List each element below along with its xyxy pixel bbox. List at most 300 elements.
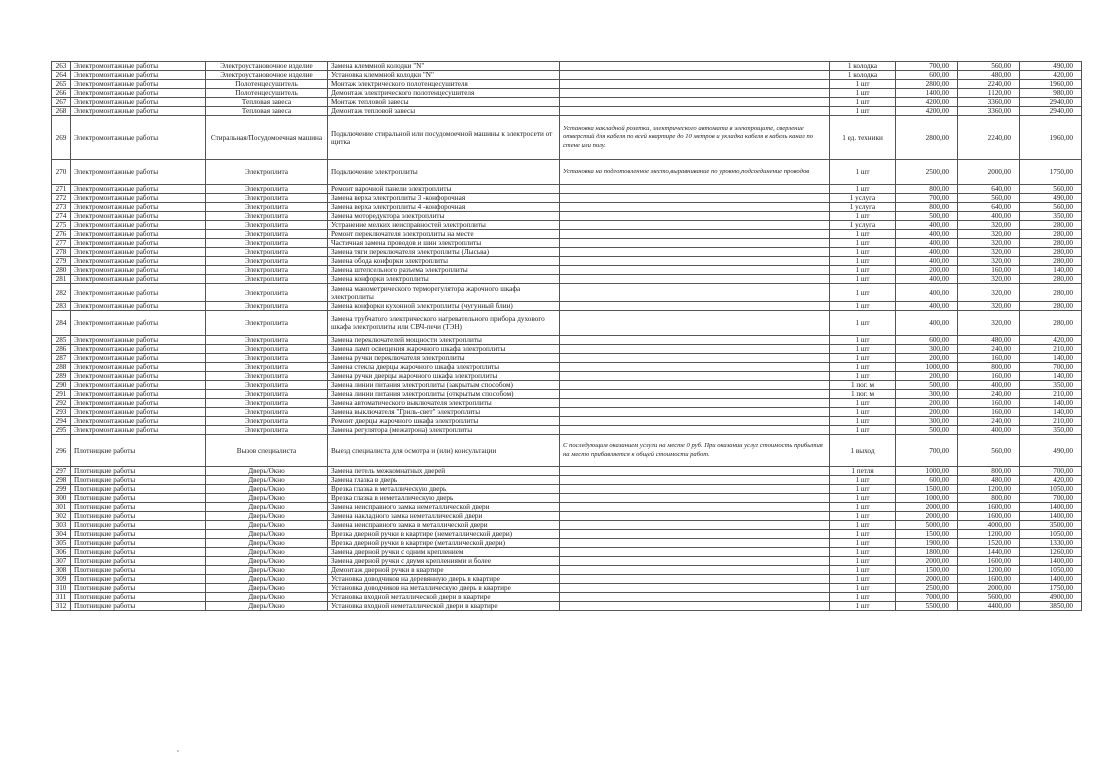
subcategory-cell: Электроплита <box>206 275 328 284</box>
row-number: 290 <box>52 381 71 390</box>
table-body <box>52 62 1082 611</box>
price-base-cell: 1500,00 <box>896 530 958 539</box>
price-discount-cell: 1200,00 <box>958 566 1020 575</box>
price-special-cell: 210,00 <box>1020 417 1082 426</box>
subcategory-cell: Дверь/Окно <box>206 494 328 503</box>
subcategory-cell: Электроплита <box>206 417 328 426</box>
category-cell: Электромонтажные работы <box>71 399 206 408</box>
service-name-cell: Монтаж тепловой завесы <box>328 98 560 107</box>
price-special-cell: 1050,00 <box>1020 485 1082 494</box>
price-special-cell: 700,00 <box>1020 363 1082 372</box>
note-cell <box>560 417 830 426</box>
subcategory-cell: Электроплита <box>206 408 328 417</box>
subcategory-cell: Электроплита <box>206 345 328 354</box>
row-number: 273 <box>52 203 71 212</box>
row-number: 272 <box>52 194 71 203</box>
category-cell: Плотницкие работы <box>71 575 206 584</box>
table-row <box>52 354 1082 363</box>
note-cell <box>560 467 830 476</box>
note-cell <box>560 89 830 98</box>
service-name-cell: Ремонт дверцы жарочного шкафа электроплиты <box>328 417 560 426</box>
category-cell: Плотницкие работы <box>71 593 206 602</box>
category-cell: Электромонтажные работы <box>71 71 206 80</box>
service-name-cell: Ремонт переключателя электроплиты на месте <box>328 230 560 239</box>
category-cell: Электромонтажные работы <box>71 89 206 98</box>
price-special-cell: 2940,00 <box>1020 107 1082 116</box>
price-special-cell: 3850,00 <box>1020 602 1082 611</box>
unit-cell: 1 шт <box>830 336 896 345</box>
service-name-cell: Демонтаж тепловой завесы <box>328 107 560 116</box>
table-row <box>52 212 1082 221</box>
price-special-cell: 280,00 <box>1020 275 1082 284</box>
unit-cell: 1 шт <box>830 557 896 566</box>
category-cell: Электромонтажные работы <box>71 116 206 160</box>
price-base-cell: 2500,00 <box>896 584 958 593</box>
table-row <box>52 311 1082 336</box>
service-name-cell: Замена ламп освещения жарочного шкафа электроплиты <box>328 345 560 354</box>
price-base-cell: 2000,00 <box>896 512 958 521</box>
subcategory-cell: Электроплита <box>206 212 328 221</box>
category-cell: Электромонтажные работы <box>71 284 206 302</box>
price-special-cell: 1750,00 <box>1020 160 1082 185</box>
unit-cell: 1 услуга <box>830 194 896 203</box>
price-special-cell: 560,00 <box>1020 185 1082 194</box>
price-base-cell: 400,00 <box>896 284 958 302</box>
note-cell <box>560 203 830 212</box>
price-special-cell: 280,00 <box>1020 284 1082 302</box>
table-row <box>52 107 1082 116</box>
price-base-cell: 300,00 <box>896 345 958 354</box>
category-cell: Плотницкие работы <box>71 557 206 566</box>
subcategory-cell: Электроплита <box>206 230 328 239</box>
price-special-cell: 280,00 <box>1020 221 1082 230</box>
price-special-cell: 1400,00 <box>1020 557 1082 566</box>
service-name-cell: Замена дверной ручки с одним креплением <box>328 548 560 557</box>
category-cell: Плотницкие работы <box>71 467 206 476</box>
price-discount-cell: 160,00 <box>958 399 1020 408</box>
category-cell: Электромонтажные работы <box>71 266 206 275</box>
row-number: 271 <box>52 185 71 194</box>
row-number: 295 <box>52 426 71 435</box>
price-special-cell: 140,00 <box>1020 399 1082 408</box>
price-special-cell: 350,00 <box>1020 212 1082 221</box>
price-special-cell: 1400,00 <box>1020 512 1082 521</box>
service-name-cell: Замена накладного замка неметаллической двери <box>328 512 560 521</box>
row-number: 299 <box>52 485 71 494</box>
table-row <box>52 363 1082 372</box>
table-row <box>52 575 1082 584</box>
unit-cell: 1 шт <box>830 494 896 503</box>
price-special-cell: 2940,00 <box>1020 98 1082 107</box>
category-cell: Электромонтажные работы <box>71 185 206 194</box>
price-discount-cell: 560,00 <box>958 194 1020 203</box>
price-discount-cell: 240,00 <box>958 390 1020 399</box>
subcategory-cell: Тепловая завеса <box>206 107 328 116</box>
note-cell <box>560 98 830 107</box>
price-discount-cell: 1600,00 <box>958 557 1020 566</box>
price-base-cell: 1400,00 <box>896 89 958 98</box>
service-name-cell: Устранение мелких неисправностей электроплиты <box>328 221 560 230</box>
note-cell <box>560 584 830 593</box>
row-number: 292 <box>52 399 71 408</box>
price-base-cell: 500,00 <box>896 426 958 435</box>
service-name-cell: Подключение электроплиты <box>328 160 560 185</box>
note-cell: С последующим оказанием услуги на месте 0 руб. При оказании услуг стоимость прибытия на место прибавляется к общей стоимости работ. <box>560 435 830 467</box>
service-name-cell: Замена манометрического терморегулятора жарочного шкафа электроплиты <box>328 284 560 302</box>
note-cell <box>560 71 830 80</box>
category-cell: Плотницкие работы <box>71 435 206 467</box>
row-number: 279 <box>52 257 71 266</box>
price-discount-cell: 560,00 <box>958 435 1020 467</box>
price-base-cell: 700,00 <box>896 62 958 71</box>
table-row <box>52 89 1082 98</box>
price-discount-cell: 1600,00 <box>958 512 1020 521</box>
row-number: 309 <box>52 575 71 584</box>
price-special-cell: 280,00 <box>1020 248 1082 257</box>
subcategory-cell: Электроплита <box>206 284 328 302</box>
unit-cell: 1 шт <box>830 575 896 584</box>
service-name-cell: Замена дверной ручки с двумя креплениями и более <box>328 557 560 566</box>
subcategory-cell: Дверь/Окно <box>206 593 328 602</box>
unit-cell: 1 шт <box>830 257 896 266</box>
price-special-cell: 980,00 <box>1020 89 1082 98</box>
price-base-cell: 700,00 <box>896 194 958 203</box>
price-discount-cell: 1200,00 <box>958 485 1020 494</box>
price-base-cell: 1800,00 <box>896 548 958 557</box>
unit-cell: 1 шт <box>830 239 896 248</box>
service-name-cell: Замена выключателя "Гриль-свет" электроплиты <box>328 408 560 417</box>
price-base-cell: 200,00 <box>896 399 958 408</box>
row-number: 264 <box>52 71 71 80</box>
price-discount-cell: 560,00 <box>958 62 1020 71</box>
price-discount-cell: 320,00 <box>958 230 1020 239</box>
unit-cell: 1 шт <box>830 548 896 557</box>
note-cell <box>560 390 830 399</box>
note-cell <box>560 566 830 575</box>
table-row <box>52 548 1082 557</box>
price-discount-cell: 3360,00 <box>958 107 1020 116</box>
unit-cell: 1 шт <box>830 212 896 221</box>
price-special-cell: 140,00 <box>1020 372 1082 381</box>
price-list-table <box>51 61 1082 611</box>
category-cell: Электромонтажные работы <box>71 354 206 363</box>
unit-cell: 1 шт <box>830 584 896 593</box>
subcategory-cell: Электроплита <box>206 185 328 194</box>
category-cell: Электромонтажные работы <box>71 381 206 390</box>
price-base-cell: 800,00 <box>896 185 958 194</box>
unit-cell: 1 шт <box>830 284 896 302</box>
unit-cell: 1 шт <box>830 602 896 611</box>
row-number: 270 <box>52 160 71 185</box>
service-name-cell: Установка входной неметаллической двери в квартире <box>328 602 560 611</box>
table-row <box>52 557 1082 566</box>
subcategory-cell: Дверь/Окно <box>206 467 328 476</box>
price-special-cell: 1960,00 <box>1020 80 1082 89</box>
table-row <box>52 566 1082 575</box>
category-cell: Электромонтажные работы <box>71 417 206 426</box>
table-row <box>52 275 1082 284</box>
row-number: 281 <box>52 275 71 284</box>
note-cell <box>560 345 830 354</box>
note-cell <box>560 485 830 494</box>
note-cell <box>560 212 830 221</box>
price-base-cell: 1000,00 <box>896 467 958 476</box>
note-cell <box>560 239 830 248</box>
price-discount-cell: 400,00 <box>958 426 1020 435</box>
service-name-cell: Врезка глазка в металлическую дверь <box>328 485 560 494</box>
row-number: 274 <box>52 212 71 221</box>
price-discount-cell: 320,00 <box>958 248 1020 257</box>
table-row <box>52 221 1082 230</box>
unit-cell: 1 петля <box>830 467 896 476</box>
category-cell: Электромонтажные работы <box>71 203 206 212</box>
price-special-cell: 280,00 <box>1020 302 1082 311</box>
price-special-cell: 140,00 <box>1020 354 1082 363</box>
category-cell: Плотницкие работы <box>71 494 206 503</box>
service-name-cell: Замена тяги переключателя электроплиты (Лысьва) <box>328 248 560 257</box>
subcategory-cell: Электроплита <box>206 266 328 275</box>
price-base-cell: 1500,00 <box>896 485 958 494</box>
subcategory-cell: Электроплита <box>206 381 328 390</box>
price-discount-cell: 160,00 <box>958 372 1020 381</box>
price-base-cell: 400,00 <box>896 239 958 248</box>
unit-cell: 1 шт <box>830 185 896 194</box>
table-row <box>52 530 1082 539</box>
row-number: 297 <box>52 467 71 476</box>
table-row <box>52 435 1082 467</box>
price-special-cell: 1750,00 <box>1020 584 1082 593</box>
price-base-cell: 400,00 <box>896 230 958 239</box>
row-number: 283 <box>52 302 71 311</box>
table-row <box>52 417 1082 426</box>
table-row <box>52 284 1082 302</box>
price-discount-cell: 160,00 <box>958 354 1020 363</box>
price-discount-cell: 2240,00 <box>958 80 1020 89</box>
unit-cell: 1 шт <box>830 345 896 354</box>
price-discount-cell: 640,00 <box>958 203 1020 212</box>
service-name-cell: Замена линии питания электроплиты (открытым способом) <box>328 390 560 399</box>
price-discount-cell: 800,00 <box>958 494 1020 503</box>
category-cell: Электромонтажные работы <box>71 160 206 185</box>
note-cell <box>560 399 830 408</box>
service-name-cell: Замена регулятора (межатрона) электроплиты <box>328 426 560 435</box>
service-name-cell: Установка доводчиков на деревянную дверь в квартире <box>328 575 560 584</box>
price-discount-cell: 400,00 <box>958 212 1020 221</box>
note-cell <box>560 284 830 302</box>
unit-cell: 1 шт <box>830 417 896 426</box>
note-cell <box>560 512 830 521</box>
category-cell: Плотницкие работы <box>71 485 206 494</box>
subcategory-cell: Дверь/Окно <box>206 557 328 566</box>
note-cell <box>560 363 830 372</box>
price-base-cell: 200,00 <box>896 372 958 381</box>
service-name-cell: Монтаж электрического полотенцесушителя <box>328 80 560 89</box>
price-base-cell: 600,00 <box>896 476 958 485</box>
unit-cell: 1 шт <box>830 354 896 363</box>
subcategory-cell: Электроплита <box>206 354 328 363</box>
price-discount-cell: 240,00 <box>958 345 1020 354</box>
category-cell: Электромонтажные работы <box>71 390 206 399</box>
subcategory-cell: Дверь/Окно <box>206 602 328 611</box>
price-discount-cell: 480,00 <box>958 336 1020 345</box>
price-special-cell: 700,00 <box>1020 494 1082 503</box>
category-cell: Электромонтажные работы <box>71 212 206 221</box>
service-name-cell: Замена линии питания электроплиты (закрытым способом) <box>328 381 560 390</box>
unit-cell: 1 шт <box>830 408 896 417</box>
service-name-cell: Замена стекла дверцы жарочного шкафа электроплиты <box>328 363 560 372</box>
price-special-cell: 4900,00 <box>1020 593 1082 602</box>
subcategory-cell: Электроустановочное изделие <box>206 62 328 71</box>
unit-cell: 1 шт <box>830 399 896 408</box>
unit-cell: 1 шт <box>830 539 896 548</box>
category-cell: Электромонтажные работы <box>71 230 206 239</box>
unit-cell: 1 услуга <box>830 203 896 212</box>
service-name-cell: Выезд специалиста для осмотра и (или) консультации <box>328 435 560 467</box>
table-row <box>52 399 1082 408</box>
row-number: 287 <box>52 354 71 363</box>
price-base-cell: 400,00 <box>896 257 958 266</box>
price-discount-cell: 2000,00 <box>958 584 1020 593</box>
table-row <box>52 476 1082 485</box>
note-cell: Установка на подготовленное место,выравнивание по уровню,подсоединение проводов <box>560 160 830 185</box>
service-name-cell: Замена неисправного замка неметаллической двери <box>328 503 560 512</box>
row-number: 304 <box>52 530 71 539</box>
unit-cell: 1 шт <box>830 89 896 98</box>
price-base-cell: 600,00 <box>896 336 958 345</box>
price-base-cell: 400,00 <box>896 275 958 284</box>
subcategory-cell: Электроплита <box>206 363 328 372</box>
subcategory-cell: Дверь/Окно <box>206 566 328 575</box>
subcategory-cell: Электроплита <box>206 221 328 230</box>
price-base-cell: 1900,00 <box>896 539 958 548</box>
service-name-cell: Замена верха электроплиты 4 -конфорочная <box>328 203 560 212</box>
row-number: 275 <box>52 221 71 230</box>
category-cell: Плотницкие работы <box>71 584 206 593</box>
note-cell <box>560 302 830 311</box>
note-cell: Установка накладной розетки, электрического автомата в электрощите, сверление отверстий для кабеля по всей квартире до 10 метров и укладка кабеля в кабель канал по стене или полу. <box>560 116 830 160</box>
table-row <box>52 336 1082 345</box>
subcategory-cell: Стиральная/Посудомоечная машина <box>206 116 328 160</box>
price-base-cell: 300,00 <box>896 417 958 426</box>
service-name-cell: Замена конфорки электроплиты <box>328 275 560 284</box>
subcategory-cell: Дверь/Окно <box>206 548 328 557</box>
price-special-cell: 210,00 <box>1020 345 1082 354</box>
price-discount-cell: 320,00 <box>958 275 1020 284</box>
row-number: 286 <box>52 345 71 354</box>
note-cell <box>560 548 830 557</box>
service-name-cell: Ремонт варочной панели электроплиты <box>328 185 560 194</box>
note-cell <box>560 494 830 503</box>
table-row <box>52 116 1082 160</box>
price-base-cell: 200,00 <box>896 408 958 417</box>
scan-speck <box>177 750 179 752</box>
price-discount-cell: 480,00 <box>958 71 1020 80</box>
subcategory-cell: Дверь/Окно <box>206 512 328 521</box>
subcategory-cell: Дверь/Окно <box>206 530 328 539</box>
unit-cell: 1 колодка <box>830 71 896 80</box>
price-special-cell: 350,00 <box>1020 426 1082 435</box>
service-name-cell: Замена обода конфорки электроплиты <box>328 257 560 266</box>
price-base-cell: 400,00 <box>896 302 958 311</box>
note-cell <box>560 521 830 530</box>
price-base-cell: 5500,00 <box>896 602 958 611</box>
service-name-cell: Замена верха электроплиты 3 -конфорочная <box>328 194 560 203</box>
note-cell <box>560 575 830 584</box>
service-name-cell: Замена петель межкомнатных дверей <box>328 467 560 476</box>
service-name-cell: Установка входной металлической двери в квартире <box>328 593 560 602</box>
service-name-cell: Врезка дверной ручки в квартире (неметаллической двери) <box>328 530 560 539</box>
subcategory-cell: Дверь/Окно <box>206 485 328 494</box>
price-base-cell: 200,00 <box>896 266 958 275</box>
category-cell: Электромонтажные работы <box>71 426 206 435</box>
price-special-cell: 350,00 <box>1020 381 1082 390</box>
subcategory-cell: Электроплита <box>206 390 328 399</box>
table-row <box>52 185 1082 194</box>
category-cell: Плотницкие работы <box>71 476 206 485</box>
note-cell <box>560 426 830 435</box>
unit-cell: 1 шт <box>830 311 896 336</box>
note-cell <box>560 230 830 239</box>
service-name-cell: Подключение стиральной или посудомоечной машины к электросети от щитка <box>328 116 560 160</box>
row-number: 288 <box>52 363 71 372</box>
table-row <box>52 512 1082 521</box>
row-number: 293 <box>52 408 71 417</box>
subcategory-cell: Электроплита <box>206 160 328 185</box>
unit-cell: 1 шт <box>830 80 896 89</box>
note-cell <box>560 336 830 345</box>
table-row <box>52 80 1082 89</box>
service-name-cell: Замена ручки дверцы жарочного шкафа электроплиты <box>328 372 560 381</box>
row-number: 282 <box>52 284 71 302</box>
table-row <box>52 381 1082 390</box>
note-cell <box>560 107 830 116</box>
price-special-cell: 1330,00 <box>1020 539 1082 548</box>
price-base-cell: 2800,00 <box>896 116 958 160</box>
row-number: 307 <box>52 557 71 566</box>
note-cell <box>560 602 830 611</box>
price-discount-cell: 1600,00 <box>958 575 1020 584</box>
row-number: 300 <box>52 494 71 503</box>
price-discount-cell: 640,00 <box>958 185 1020 194</box>
subcategory-cell: Дверь/Окно <box>206 575 328 584</box>
table-row <box>52 467 1082 476</box>
price-discount-cell: 1520,00 <box>958 539 1020 548</box>
subcategory-cell: Тепловая завеса <box>206 98 328 107</box>
table-row <box>52 485 1082 494</box>
price-base-cell: 1000,00 <box>896 363 958 372</box>
unit-cell: 1 шт <box>830 160 896 185</box>
subcategory-cell: Электроплита <box>206 311 328 336</box>
price-discount-cell: 160,00 <box>958 408 1020 417</box>
category-cell: Плотницкие работы <box>71 539 206 548</box>
price-special-cell: 1400,00 <box>1020 503 1082 512</box>
unit-cell: 1 выход <box>830 435 896 467</box>
price-special-cell: 420,00 <box>1020 71 1082 80</box>
price-special-cell: 1400,00 <box>1020 575 1082 584</box>
table-row <box>52 539 1082 548</box>
row-number: 268 <box>52 107 71 116</box>
category-cell: Электромонтажные работы <box>71 62 206 71</box>
unit-cell: 1 шт <box>830 266 896 275</box>
price-special-cell: 3500,00 <box>1020 521 1082 530</box>
unit-cell: 1 шт <box>830 593 896 602</box>
subcategory-cell: Электроустановочное изделие <box>206 71 328 80</box>
subcategory-cell: Дверь/Окно <box>206 521 328 530</box>
table-row <box>52 266 1082 275</box>
unit-cell: 1 шт <box>830 248 896 257</box>
unit-cell: 1 пог. м <box>830 390 896 399</box>
price-base-cell: 2800,00 <box>896 80 958 89</box>
